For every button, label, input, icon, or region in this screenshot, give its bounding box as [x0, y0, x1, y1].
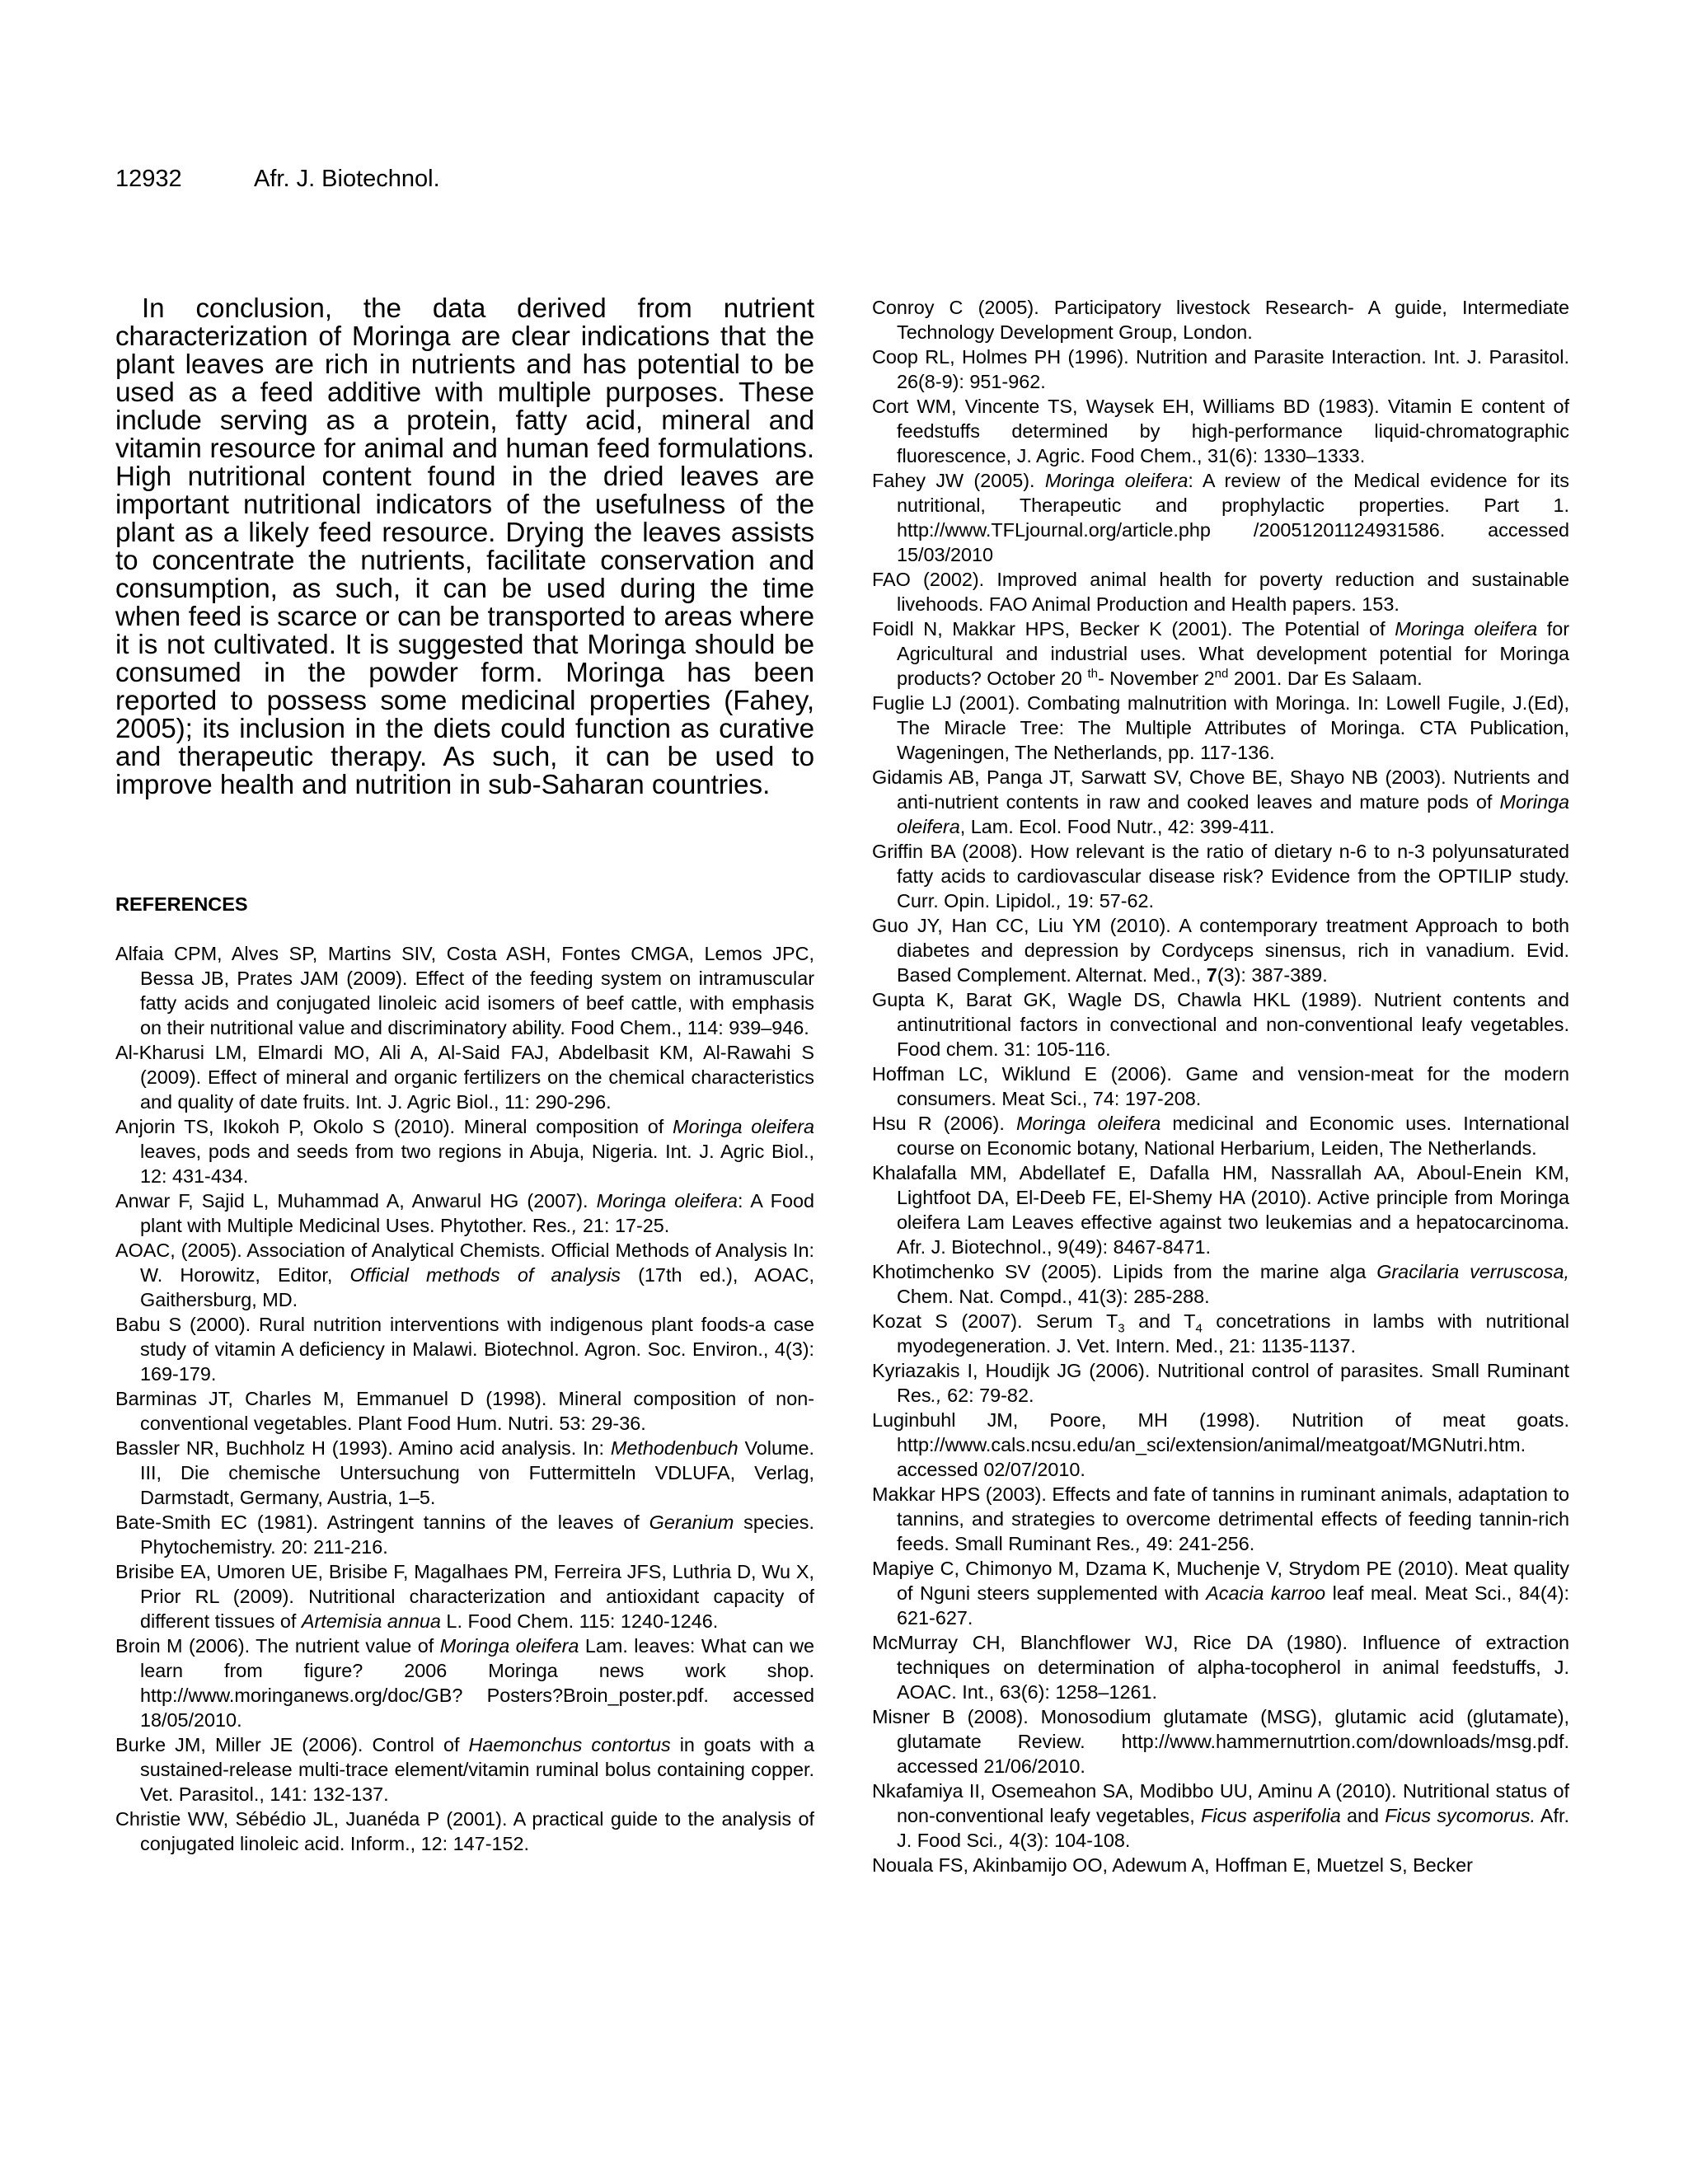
- reference-entry: Christie WW, Sébédio JL, Juanéda P (2001). A practical guide to the analysis of conjugated linoleic acid. Inform., 12: 147-152.: [115, 1808, 814, 1854]
- reference-entry: Anjorin TS, Ikokoh P, Okolo S (2010). Mineral composition of Moringa oleifera leaves, pods and seeds from two regions in Abuja, Nigeria. Int. J. Agric Biol., 12: 431-434.: [115, 1116, 814, 1187]
- reference-entry: Guo JY, Han CC, Liu YM (2010). A contemporary treatment Approach to both diabetes and depression by Cordyceps sinensus, rich in vanadium. Evid. Based Complement. Alternat. Med., 7(3): 387-389.: [872, 915, 1569, 986]
- running-head: [115, 165, 440, 193]
- conclusion-paragraph: In conclusion, the data derived from nutrient characterization of Moringa are clear indications that the plant leaves are rich in nutrients and has potential to be used as a feed additive with multiple purposes. These include serving as a protein, fatty acid, mineral and vitamin resource for animal and human feed formulations. High nutritional content found in the dried leaves are important nutritional indicators of the usefulness of the plant as a likely feed resource. Drying the leaves assists to concentrate the nutrients, facilitate conservation and consumption, as such, it can be used during the time when feed is scarce or can be transported to areas where it is not cultivated. It is suggested that Moringa should be consumed in the powder form. Moringa has been reported to possess some medicinal properties (Fahey, 2005); its inclusion in the diets could function as curative and therapeutic therapy. As such, it can be used to improve health and nutrition in sub-Saharan countries.: [115, 293, 814, 800]
- reference-entry: Anwar F, Sajid L, Muhammad A, Anwarul HG (2007). Moringa oleifera: A Food plant with Multiple Medicinal Uses. Phytother. Res., 21: 17-25.: [115, 1190, 814, 1236]
- reference-entry: Khalafalla MM, Abdellatef E, Dafalla HM, Nassrallah AA, Aboul-Enein KM, Lightfoot DA, El-Deeb FE, El-Shemy HA (2010). Active principle from Moringa oleifera Lam Leaves effective against two leukemias and a hepatocarcinoma. Afr. J. Biotechnol., 9(49): 8467-8471.: [872, 1162, 1569, 1258]
- reference-entry: Nkafamiya II, Osemeahon SA, Modibbo UU, Aminu A (2010). Nutritional status of non-conventional leafy vegetables, Ficus asperifolia and Ficus sycomorus. Afr. J. Food Sci., 4(3): 104-108.: [872, 1780, 1570, 1851]
- reference-entry: Misner B (2008). Monosodium glutamate (MSG), glutamic acid (glutamate), glutamate Review. http://www.hammernutrtion.com/downloads/msg.pdf. accessed 21/06/2010.: [872, 1706, 1569, 1777]
- reference-entry: McMurray CH, Blanchflower WJ, Rice DA (1980). Influence of extraction techniques on determination of alpha-tocopherol in animal feedstuffs, J. AOAC. Int., 63(6): 1258–1261.: [872, 1632, 1569, 1703]
- reference-entry: Babu S (2000). Rural nutrition interventions with indigenous plant foods-a case study of vitamin A deficiency in Malawi. Biotechnol. Agron. Soc. Environ., 4(3): 169-179.: [115, 1314, 814, 1385]
- journal-name: Afr. J. Biotechnol.: [254, 166, 440, 192]
- reference-entry: Barminas JT, Charles M, Emmanuel D (1998). Mineral composition of non-conventional vegetables. Plant Food Hum. Nutri. 53: 29-36.: [115, 1388, 814, 1434]
- reference-entry: Fuglie LJ (2001). Combating malnutrition with Moringa. In: Lowell Fugile, J.(Ed), The Miracle Tree: The Multiple Attributes of Moringa. CTA Publication, Wageningen, The Netherlands, pp. 117-136.: [872, 692, 1569, 763]
- reference-entry: Foidl N, Makkar HPS, Becker K (2001). The Potential of Moringa oleifera for Agricultural and industrial uses. What development potential for Moringa products? October 20 $^{th}$- November 2nd 2001. Dar Es Salaam.: [872, 618, 1570, 689]
- reference-entry: Bate-Smith EC (1981). Astringent tannins of the leaves of Geranium species. Phytochemistry. 20: 211-216.: [115, 1511, 814, 1558]
- reference-list-left: [115, 941, 814, 1856]
- reference-entry: Gidamis AB, Panga JT, Sarwatt SV, Chove BE, Shayo NB (2003). Nutrients and anti-nutrient contents in raw and cooked leaves and mature pods of Moringa oleifera, Lam. Ecol. Food Nutr., 42: 399-411.: [872, 766, 1569, 837]
- reference-entry: Khotimchenko SV (2005). Lipids from the marine alga Gracilaria verruscosa, Chem. Nat. Compd., 41(3): 285-288.: [872, 1261, 1569, 1307]
- reference-entry: Coop RL, Holmes PH (1996). Nutrition and Parasite Interaction. Int. J. Parasitol. 26(8-9): 951-962.: [872, 346, 1569, 392]
- references-heading: REFERENCES: [115, 893, 248, 915]
- reference-entry: Conroy C (2005). Participatory livestock Research- A guide, Intermediate Technology Development Group, London.: [872, 297, 1569, 343]
- reference-entry: AOAC, (2005). Association of Analytical Chemists. Official Methods of Analysis In: W. Horowitz, Editor, Official methods of analysis (17th ed.), AOAC, Gaithersburg, MD.: [115, 1240, 814, 1310]
- reference-entry: Brisibe EA, Umoren UE, Brisibe F, Magalhaes PM, Ferreira JFS, Luthria D, Wu X, Prior RL (2009). Nutritional characterization and antioxidant capacity of different tissues of Artemisia annua L. Food Chem. 115: 1240-1246.: [115, 1561, 814, 1632]
- reference-entry: Alfaia CPM, Alves SP, Martins SIV, Costa ASH, Fontes CMGA, Lemos JPC, Bessa JB, Prates JAM (2009). Effect of the feeding system on intramuscular fatty acids and conjugated linoleic acid isomers of beef cattle, with emphasis on their nutritional value and discriminatory ability. Food Chem., 114: 939–946.: [115, 943, 814, 1038]
- reference-list-right: [872, 295, 1569, 1877]
- reference-entry: Burke JM, Miller JE (2006). Control of Haemonchus contortus in goats with a sustained-release multi-trace element/vitamin ruminal bolus containing copper. Vet. Parasitol., 141: 132-137.: [115, 1734, 815, 1805]
- right-column: [872, 295, 1569, 1877]
- reference-entry: Kyriazakis I, Houdijk JG (2006). Nutritional control of parasites. Small Ruminant Res., 62: 79-82.: [872, 1360, 1569, 1406]
- reference-entry: Al-Kharusi LM, Elmardi MO, Ali A, Al-Said FAJ, Abdelbasit KM, Al-Rawahi S (2009). Effect of mineral and organic fertilizers on the chemical characteristics and quality of date fruits. Int. J. Agric Biol., 11: 290-296.: [115, 1042, 814, 1113]
- reference-entry: FAO (2002). Improved animal health for poverty reduction and sustainable livehoods. FAO Animal Production and Health papers. 153.: [872, 569, 1569, 615]
- reference-entry: Nouala FS, Akinbamijo OO, Adewum A, Hoffman E, Muetzel S, Becker: [872, 1854, 1473, 1876]
- reference-entry: Hsu R (2006). Moringa oleifera medicinal and Economic uses. International course on Economic botany, National Herbarium, Leiden, The Netherlands.: [872, 1113, 1569, 1159]
- page-number: 12932: [115, 166, 182, 192]
- reference-entry: Hoffman LC, Wiklund E (2006). Game and vension-meat for the modern consumers. Meat Sci., 74: 197-208.: [872, 1063, 1569, 1109]
- reference-entry: Mapiye C, Chimonyo M, Dzama K, Muchenje V, Strydom PE (2010). Meat quality of Nguni steers supplemented with Acacia karroo leaf meal. Meat Sci., 84(4): 621-627.: [872, 1558, 1570, 1629]
- reference-entry: Bassler NR, Buchholz H (1993). Amino acid analysis. In: Methodenbuch Volume. III, Die chemische Untersuchung von Futtermitteln VDLUFA, Verlag, Darmstadt, Germany, Austria, 1–5.: [115, 1437, 814, 1508]
- left-column: [115, 295, 814, 1856]
- reference-entry: Cort WM, Vincente TS, Waysek EH, Williams BD (1983). Vitamin E content of feedstuffs determined by high-performance liquid-chromatographic fluorescence, J. Agric. Food Chem., 31(6): 1330–1333.: [872, 396, 1569, 466]
- reference-entry: Luginbuhl JM, Poore, MH (1998). Nutrition of meat goats. http://www.cals.ncsu.edu/an_sci/extension/animal/meatgoat/MGNutri.htm. accessed 02/07/2010.: [872, 1409, 1569, 1480]
- reference-entry: Broin M (2006). The nutrient value of Moringa oleifera Lam. leaves: What can we learn from figure? 2006 Moringa news work shop. http://www.moringanews.org/doc/GB? Posters?Broin_poster.pdf. accessed 18/05/2010.: [115, 1635, 814, 1731]
- reference-entry: Gupta K, Barat GK, Wagle DS, Chawla HKL (1989). Nutrient contents and antinutritional factors in convectional and non-conventional leafy vegetables. Food chem. 31: 105-116.: [872, 989, 1569, 1060]
- reference-entry: Griffin BA (2008). How relevant is the ratio of dietary n-6 to n-3 polyunsaturated fatty acids to cardiovascular disease risk? Evidence from the OPTILIP study. Curr. Opin. Lipidol., 19: 57-62.: [872, 841, 1569, 912]
- reference-entry: Makkar HPS (2003). Effects and fate of tannins in ruminant animals, adaptation to tannins, and strategies to overcome detrimental effects of feeding tannin-rich feeds. Small Ruminant Res., 49: 241-256.: [872, 1483, 1569, 1554]
- reference-entry: Fahey JW (2005). Moringa oleifera: A review of the Medical evidence for its nutritional, Therapeutic and prophylactic properties. Part 1. http://www.TFLjournal.org/article.php /20051201124931586. accessed 15/03/2010: [872, 470, 1569, 565]
- reference-entry: Kozat S (2007). Serum $T_3$ and $T_4$ concetrations in lambs with nutritional myodegeneration. J. Vet. Intern. Med., 21: 1135-1137.: [872, 1310, 1570, 1357]
